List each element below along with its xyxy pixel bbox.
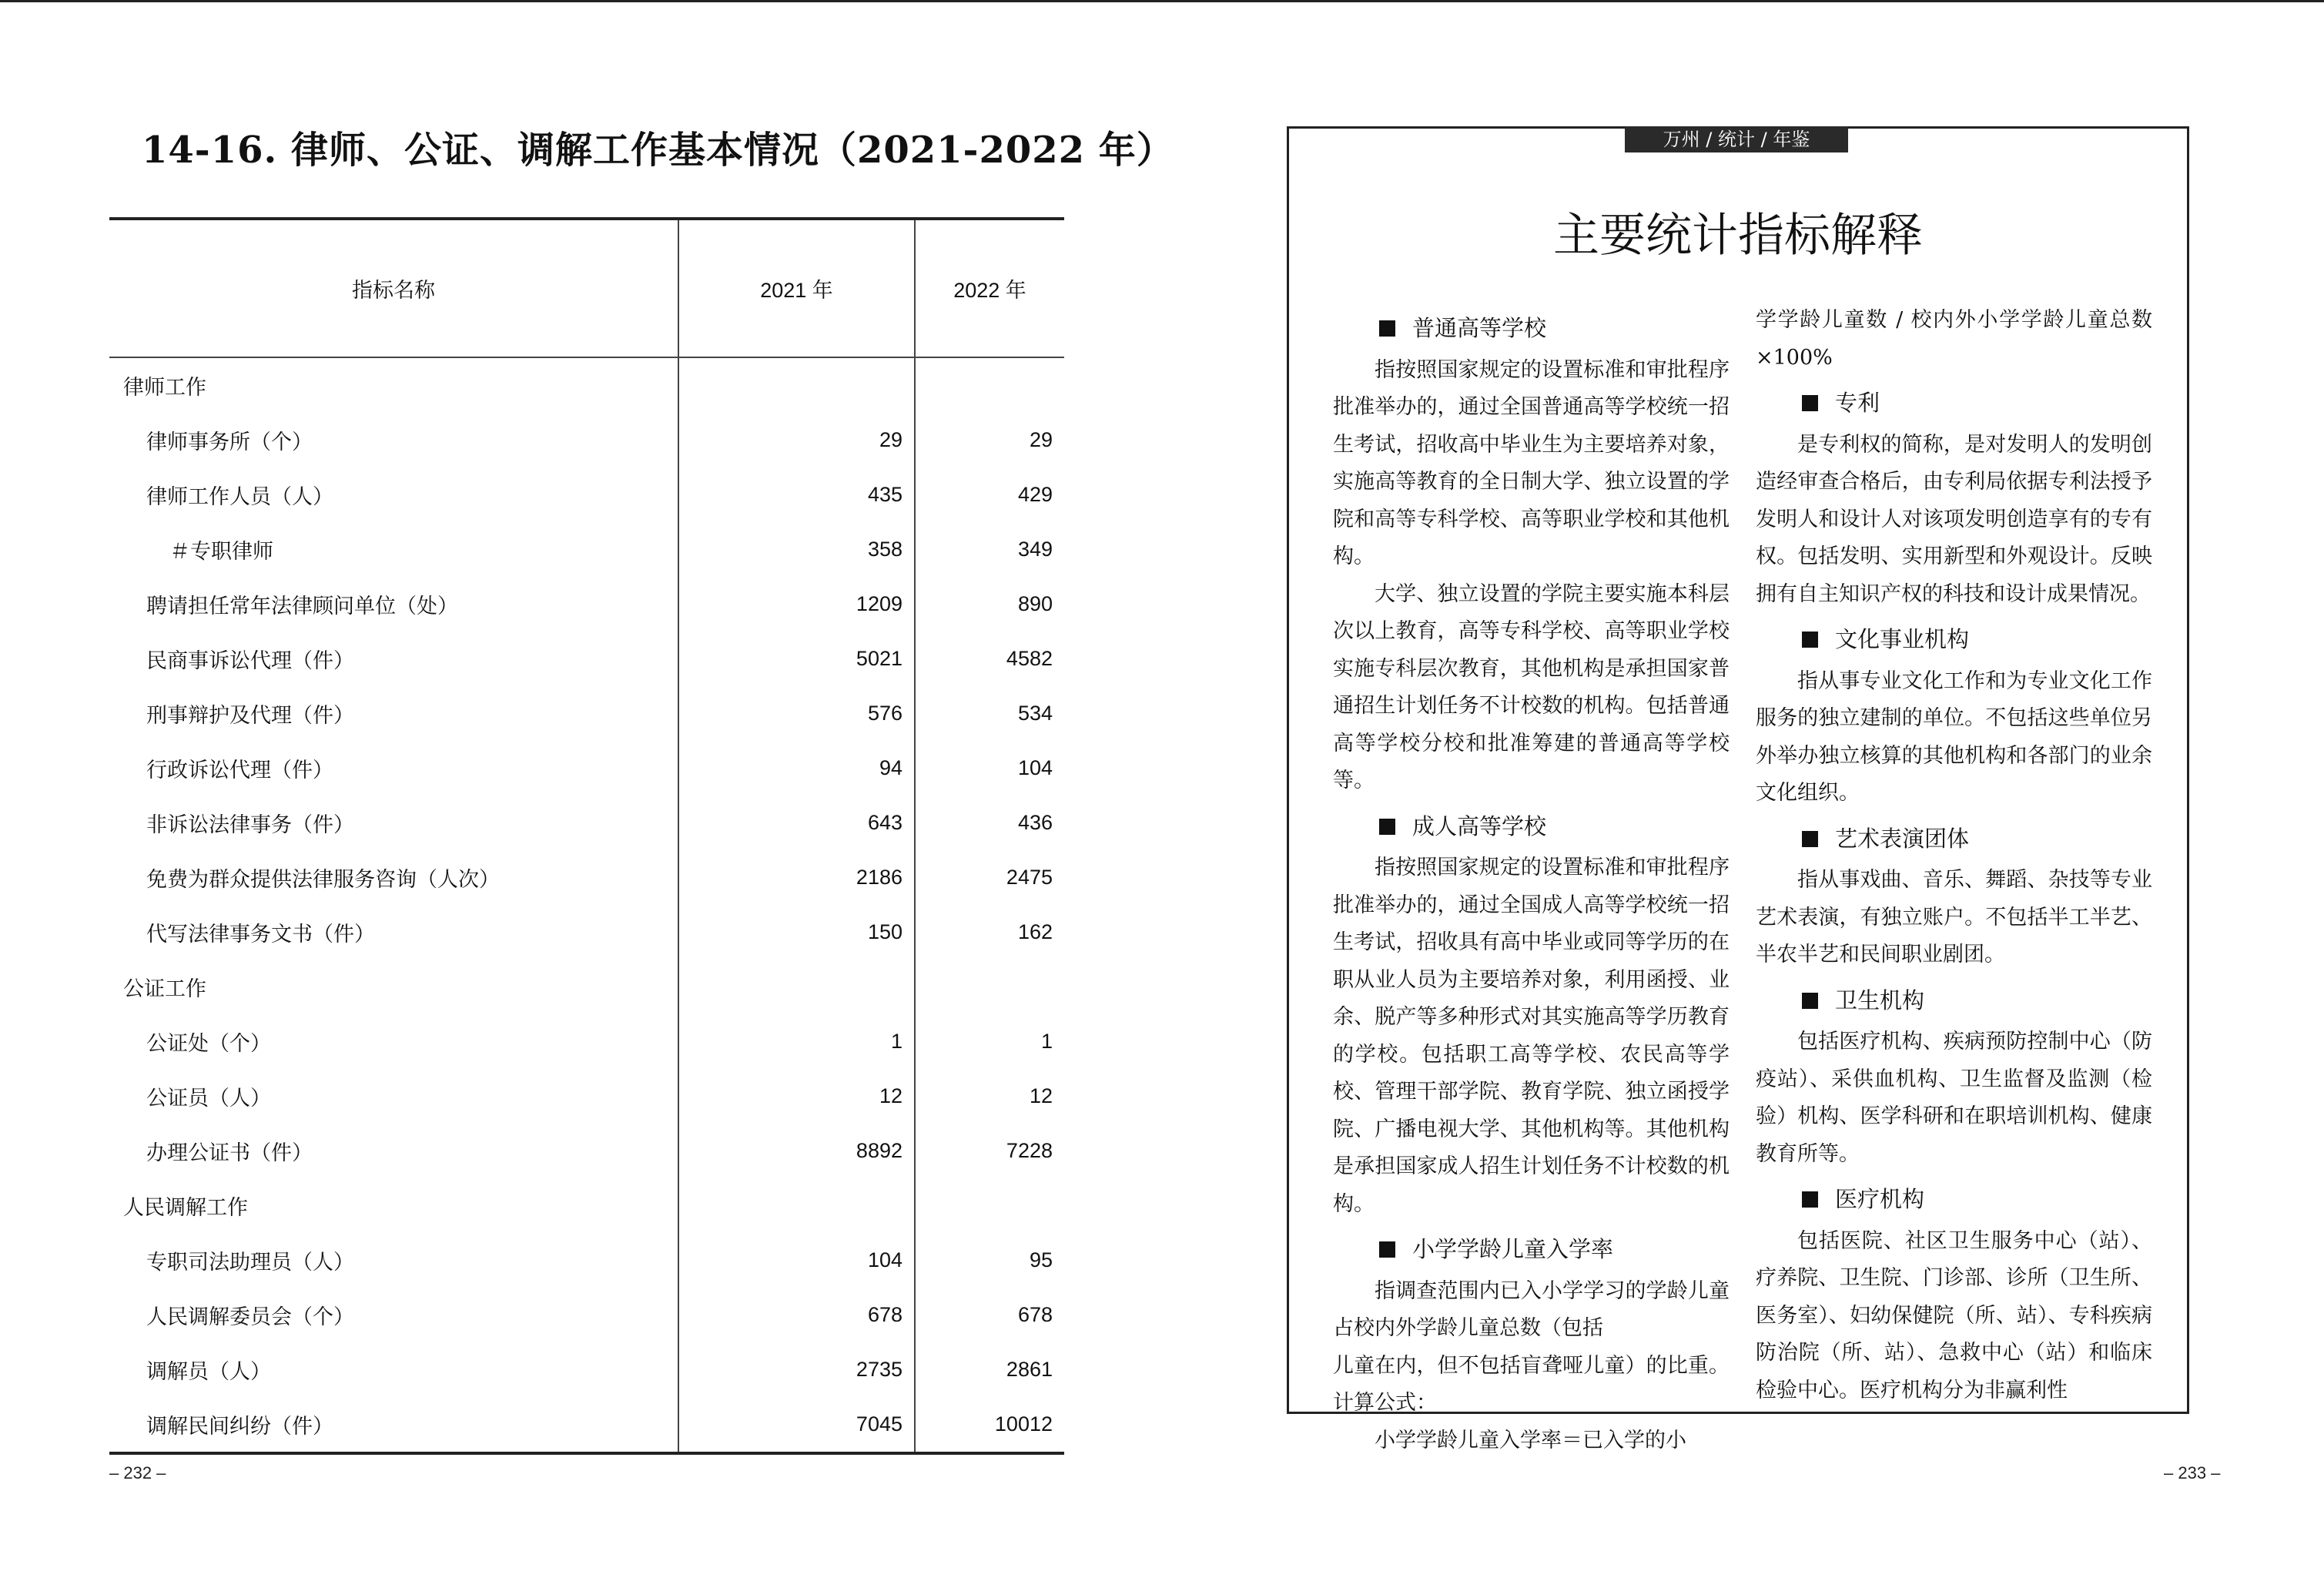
table-row bbox=[109, 357, 1064, 413]
definitions-title: 主要统计指标解释 bbox=[1553, 209, 1923, 263]
value-2021: 7045 bbox=[678, 1397, 915, 1453]
definition-paragraph: 是专利权的简称，是对发明人的发明创造经审查合格后，由专利局依据专利法授予发明人和设计人对该项发明创造享有的专有权。包括发明、实用新型和外观设计。反映拥有自主知识产权的科技和设计成果情况。 bbox=[1756, 432, 2152, 606]
value-2022: 7228 bbox=[1006, 1139, 1053, 1162]
table-row bbox=[109, 1397, 1064, 1453]
value-2021: 8892 bbox=[678, 1124, 915, 1178]
table-row bbox=[109, 413, 1064, 467]
row-label: 公证处（个） bbox=[109, 1014, 678, 1069]
table-row bbox=[109, 1014, 1064, 1069]
table-row bbox=[109, 1124, 1064, 1178]
row-label: 律师事务所（个） bbox=[109, 413, 678, 467]
square-bullet-icon bbox=[1802, 993, 1818, 1009]
definition-paragraph: 指按照国家规定的设置标准和审批程序批准举办的，通过全国普通高等学校统一招生考试，招收高中毕业生为主要培养对象，实施高等教育的全日制大学、独立设置的学院和高等专科学校、高等职业学校和其他机构。 bbox=[1333, 357, 1730, 568]
table-row bbox=[109, 1233, 1064, 1288]
value-2022: 534 bbox=[1017, 702, 1053, 725]
table-row bbox=[109, 686, 1064, 741]
row-label: 行政诉讼代理（件） bbox=[109, 741, 678, 796]
value-2022: 678 bbox=[1017, 1303, 1053, 1326]
table-row bbox=[109, 796, 1064, 850]
table-row bbox=[109, 1069, 1064, 1124]
table-row bbox=[109, 850, 1064, 905]
definition-paragraph: 小学学龄儿童入学率＝已入学的小 bbox=[1375, 1428, 1686, 1452]
value-2021: 1 bbox=[678, 1014, 915, 1069]
section-heading bbox=[1379, 808, 1730, 846]
value-2021: 643 bbox=[678, 796, 915, 850]
row-label: 人民调解委员会（个） bbox=[109, 1288, 678, 1342]
value-2022: 29 bbox=[1029, 428, 1053, 451]
stats-table bbox=[109, 217, 1064, 1455]
square-bullet-icon bbox=[1802, 395, 1818, 411]
row-label: 免费为群众提供法律服务咨询（人次） bbox=[109, 850, 678, 905]
value-2021: 29 bbox=[678, 413, 915, 467]
section-heading-text: 普通高等学校 bbox=[1412, 315, 1547, 341]
row-label: 调解民间纠纷（件） bbox=[109, 1397, 678, 1453]
row-label: 办理公证书（件） bbox=[109, 1124, 678, 1178]
row-label: 公证员（人） bbox=[109, 1069, 678, 1124]
value-2022: 436 bbox=[1017, 811, 1053, 834]
definition-paragraph: 指从事戏曲、音乐、舞蹈、杂技等专业艺术表演，有独立账户。不包括半工半艺、半农半艺和民间职业剧团。 bbox=[1756, 868, 2152, 967]
table-title: 14-16. 律师、公证、调解工作基本情况（2021-2022 年） bbox=[142, 129, 1174, 172]
value-2021: 435 bbox=[678, 467, 915, 522]
value-2021: 12 bbox=[678, 1069, 915, 1124]
table-row bbox=[109, 1342, 1064, 1397]
value-2022: 162 bbox=[1017, 920, 1053, 943]
section-heading-text: 文化事业机构 bbox=[1835, 626, 1970, 652]
table-row bbox=[109, 467, 1064, 522]
column-header-2021: 2021 年 bbox=[678, 219, 915, 357]
page-number-right: – 233 – bbox=[2164, 1463, 2221, 1482]
value-2021 bbox=[678, 1178, 915, 1233]
table-row bbox=[109, 1178, 1064, 1233]
value-2022: 10012 bbox=[915, 1397, 1064, 1453]
row-label: 公证工作 bbox=[109, 960, 678, 1014]
section-heading-text: 艺术表演团体 bbox=[1835, 825, 1970, 852]
square-bullet-icon bbox=[1379, 1241, 1395, 1258]
section-heading-text: 卫生机构 bbox=[1835, 987, 1925, 1013]
value-2022 bbox=[915, 357, 1064, 413]
value-2022: 890 bbox=[1017, 592, 1053, 615]
section-heading-text: 专利 bbox=[1835, 390, 1880, 416]
section-heading bbox=[1802, 820, 2152, 858]
definition-paragraph: 包括医疗机构、疾病预防控制中心（防疫站）、采供血机构、卫生监督及监测（检验）机构、医学科研和在职培训机构、健康教育所等。 bbox=[1756, 1030, 2152, 1166]
value-2021: 576 bbox=[678, 686, 915, 741]
row-label: 律师工作 bbox=[109, 357, 678, 413]
table-header-row bbox=[109, 219, 1064, 357]
table-row bbox=[109, 632, 1064, 686]
table-row bbox=[109, 960, 1064, 1014]
value-2021 bbox=[678, 357, 915, 413]
row-label: ＃专职律师 bbox=[109, 522, 678, 577]
value-2021: 2186 bbox=[678, 850, 915, 905]
definition-paragraph: 学学龄儿童数 / 校内外小学学龄儿童总数×100% bbox=[1756, 308, 2152, 370]
section-heading bbox=[1379, 310, 1730, 347]
value-2021: 150 bbox=[678, 905, 915, 960]
value-2022: 429 bbox=[1017, 483, 1053, 506]
row-label: 代写法律事务文书（件） bbox=[109, 905, 678, 960]
value-2021: 94 bbox=[678, 741, 915, 796]
value-2022: 4582 bbox=[1006, 647, 1053, 670]
column-header-2022: 2022 年 bbox=[915, 219, 1064, 357]
row-label: 专职司法助理员（人） bbox=[109, 1233, 678, 1288]
yearbook-banner: 万州 / 统计 / 年鉴 bbox=[1625, 126, 1848, 152]
square-bullet-icon bbox=[1802, 1191, 1818, 1208]
page-number-left: – 232 – bbox=[109, 1463, 166, 1482]
square-bullet-icon bbox=[1802, 831, 1818, 847]
square-bullet-icon bbox=[1802, 632, 1818, 648]
row-label: 聘请担任常年法律顾问单位（处） bbox=[109, 577, 678, 632]
section-heading bbox=[1802, 1181, 2152, 1218]
definition-paragraph: 指按照国家规定的设置标准和审批程序批准举办的，通过全国成人高等学校统一招生考试，招收具有高中毕业或同等学历的在职从业人员为主要培养对象，利用函授、业余、脱产等多种形式对其实施高等学历教育的学校。包括职工高等学校、农民高等学校、管理干部学院、教育学院、独立函授学院、广播电视大学、其他机构等。其他机构是承担国家成人招生计划任务不计校数的机构。 bbox=[1333, 856, 1730, 1216]
value-2022: 1 bbox=[1040, 1030, 1053, 1053]
value-2021: 678 bbox=[678, 1288, 915, 1342]
value-2021: 5021 bbox=[678, 632, 915, 686]
value-2022: 12 bbox=[1029, 1084, 1053, 1107]
square-bullet-icon bbox=[1379, 819, 1395, 835]
value-2022: 95 bbox=[1029, 1248, 1053, 1271]
definitions-column-2 bbox=[1756, 302, 2152, 1409]
section-heading bbox=[1379, 1231, 1730, 1268]
definition-paragraph: 大学、独立设置的学院主要实施本科层次以上教育，高等专科学校、高等职业学校实施专科层次教育，其他机构是承担国家普通招生计划任务不计校数的机构。包括普通高等学校分校和批准筹建的普通高等学校等。 bbox=[1333, 581, 1730, 792]
value-2022: 349 bbox=[1017, 538, 1053, 561]
table-row bbox=[109, 741, 1064, 796]
row-label: 调解员（人） bbox=[109, 1342, 678, 1397]
definition-paragraph: 指从事专业文化工作和为专业文化工作服务的独立建制的单位。不包括这些单位另外举办独立核算的其他机构和各部门的业余文化组织。 bbox=[1756, 668, 2152, 805]
definition-paragraph: 儿童在内，但不包括盲聋哑儿童）的比重。计算公式： bbox=[1333, 1353, 1730, 1415]
definition-paragraph: 包括医院、社区卫生服务中心（站）、疗养院、卫生院、门诊部、诊所（卫生所、医务室）、妇幼保健院（所、站）、专科疾病防治院（所、站）、急救中心（站）和临床检验中心。医疗机构分为非赢利性 bbox=[1756, 1228, 2152, 1402]
top-border bbox=[0, 0, 2324, 2]
section-heading-text: 医疗机构 bbox=[1835, 1186, 1925, 1212]
value-2022 bbox=[915, 1178, 1064, 1233]
value-2022 bbox=[915, 960, 1064, 1014]
value-2021: 2735 bbox=[678, 1342, 915, 1397]
section-heading-text: 小学学龄儿童入学率 bbox=[1412, 1236, 1614, 1262]
value-2021: 1209 bbox=[678, 577, 915, 632]
value-2021 bbox=[678, 960, 915, 1014]
column-header-indicator: 指标名称 bbox=[109, 219, 678, 357]
row-label: 非诉讼法律事务（件） bbox=[109, 796, 678, 850]
table-row bbox=[109, 577, 1064, 632]
section-heading-text: 成人高等学校 bbox=[1412, 812, 1547, 839]
value-2022: 2475 bbox=[1006, 866, 1053, 889]
definition-paragraph: 指调查范围内已入小学学习的学龄儿童占校内外学龄儿童总数（包括 bbox=[1333, 1278, 1730, 1340]
value-2021: 104 bbox=[678, 1233, 915, 1288]
table-row bbox=[109, 522, 1064, 577]
section-heading bbox=[1802, 621, 2152, 658]
section-heading bbox=[1802, 982, 2152, 1020]
value-2022: 2861 bbox=[1006, 1358, 1053, 1381]
table-row bbox=[109, 1288, 1064, 1342]
row-label: 人民调解工作 bbox=[109, 1178, 678, 1233]
value-2022: 104 bbox=[1017, 756, 1053, 779]
definitions-column-1 bbox=[1333, 302, 1730, 1459]
row-label: 刑事辩护及代理（件） bbox=[109, 686, 678, 741]
table-row bbox=[109, 905, 1064, 960]
square-bullet-icon bbox=[1379, 320, 1395, 337]
row-label: 民商事诉讼代理（件） bbox=[109, 632, 678, 686]
section-heading bbox=[1802, 384, 2152, 422]
row-label: 律师工作人员（人） bbox=[109, 467, 678, 522]
value-2021: 358 bbox=[678, 522, 915, 577]
